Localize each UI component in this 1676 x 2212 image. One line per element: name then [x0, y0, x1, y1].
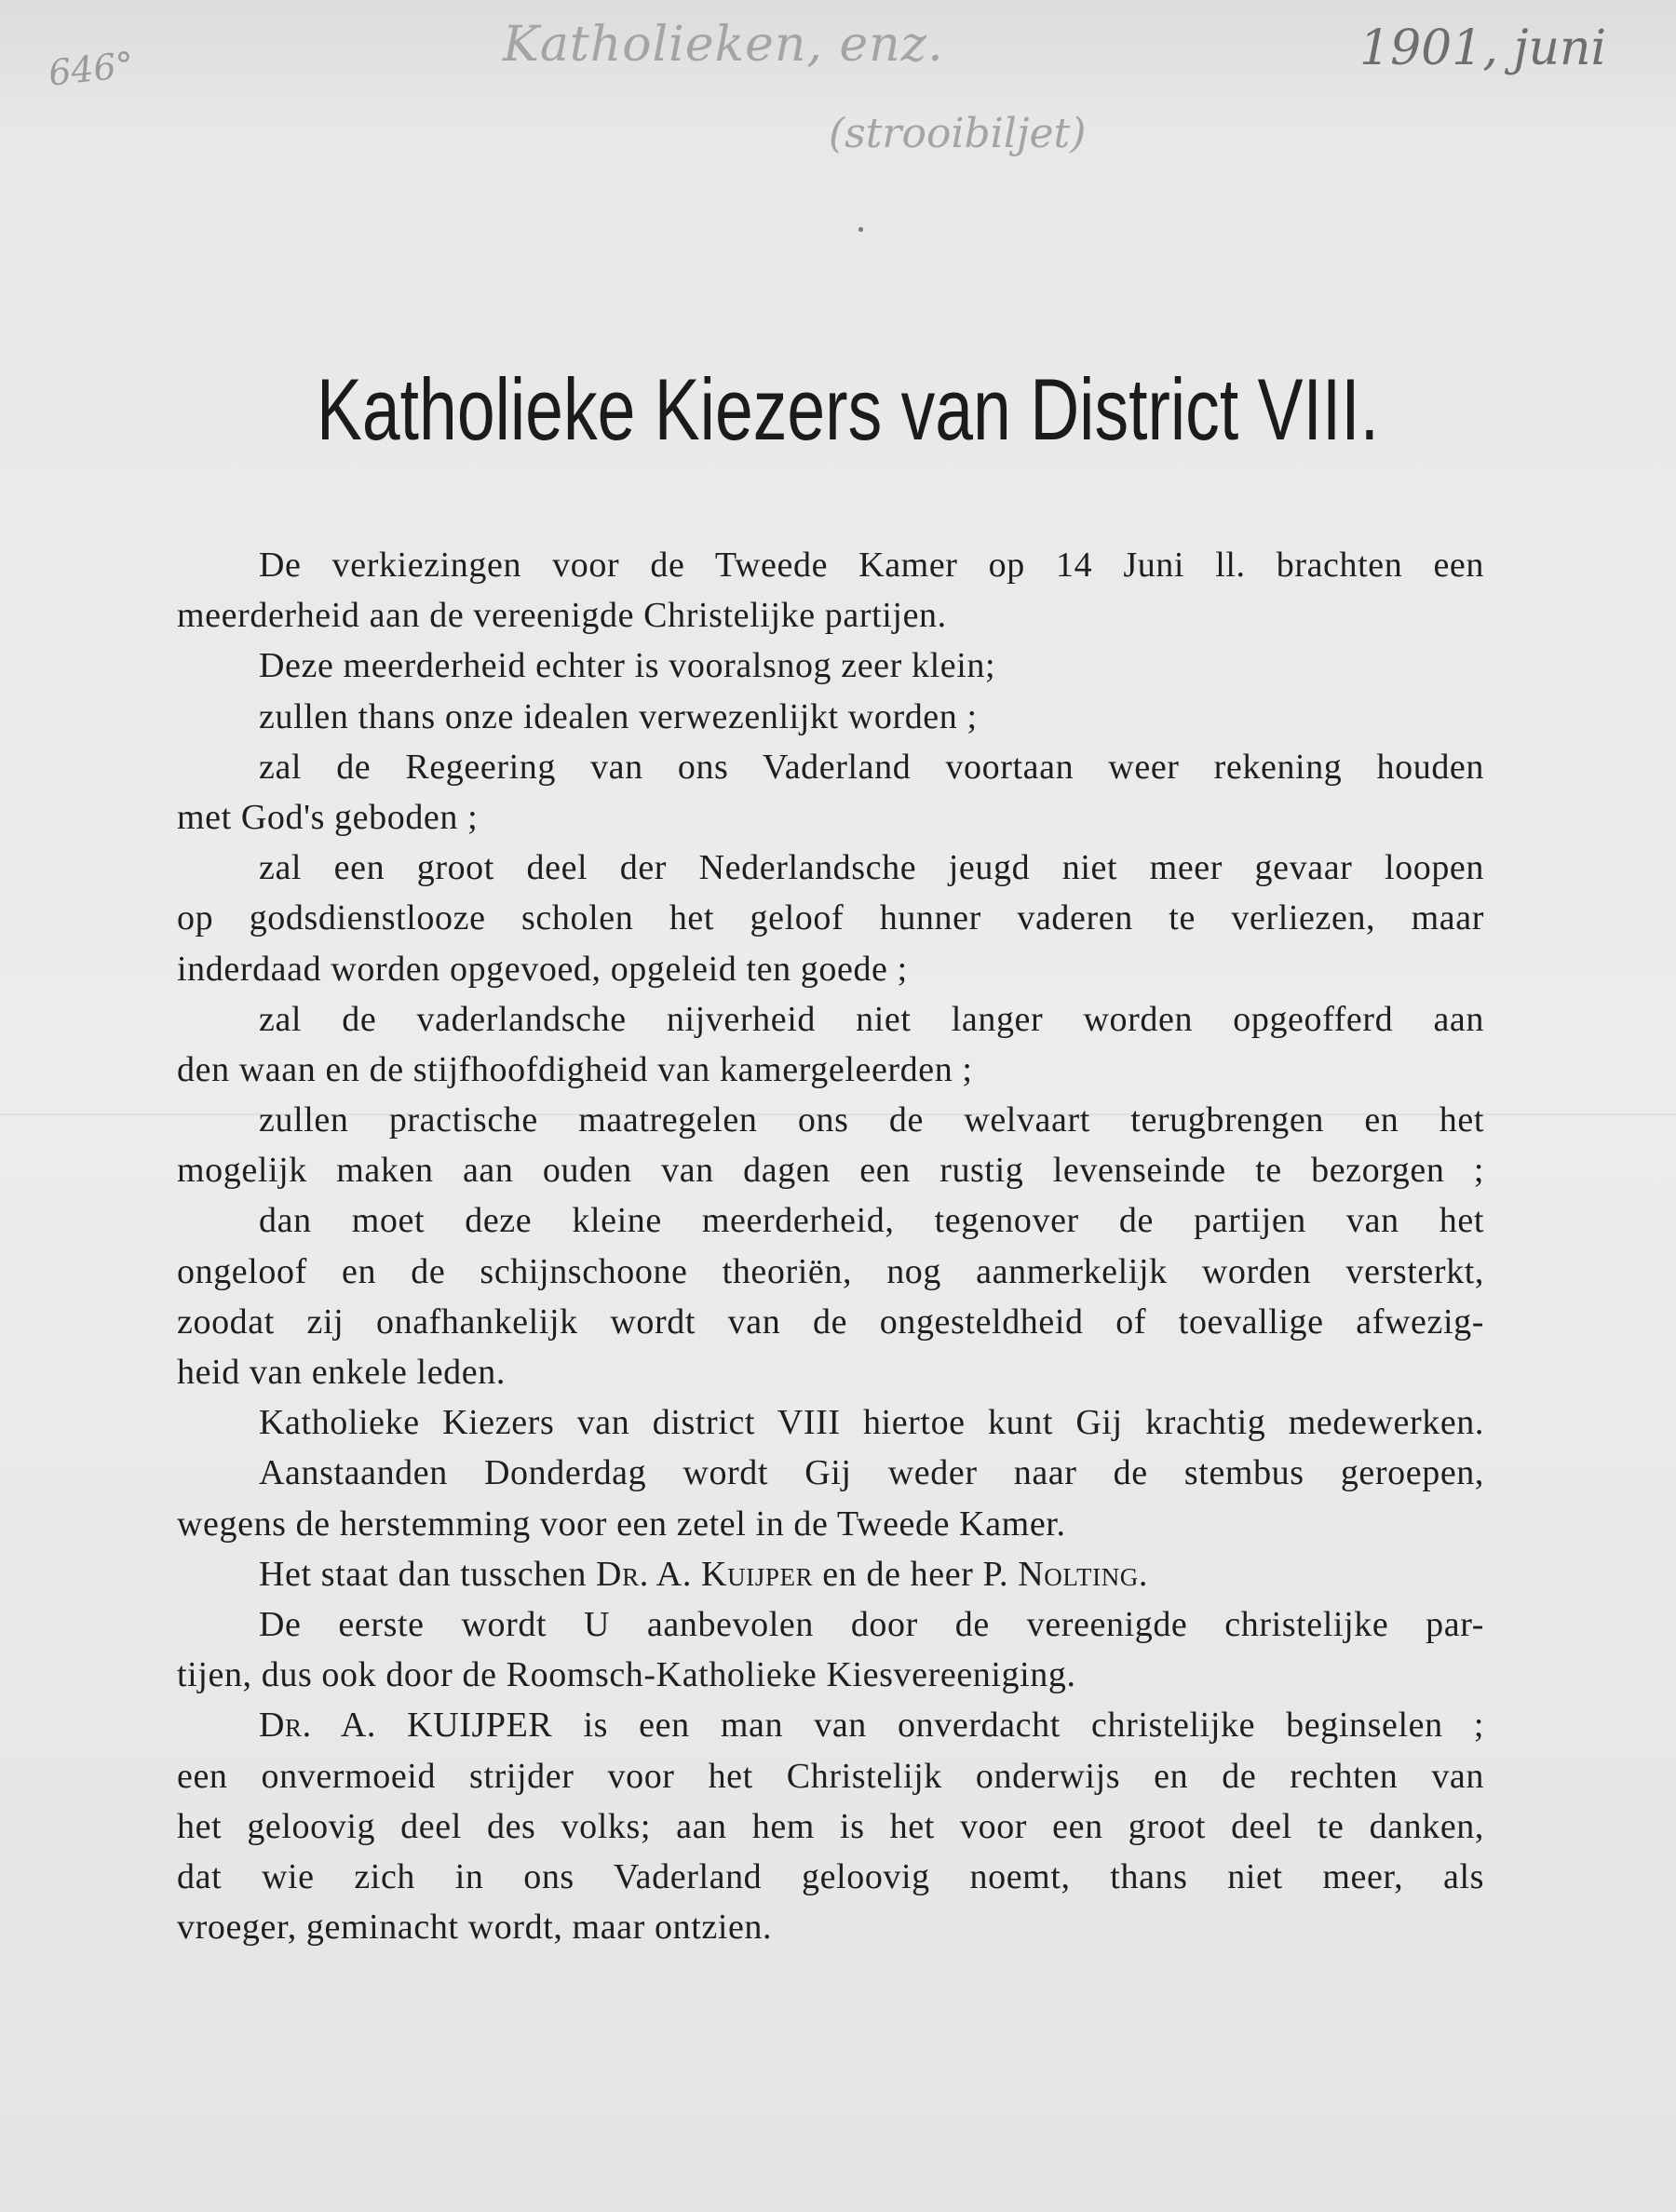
- text-line: op godsdienstlooze scholen het geloof hunner vaderen te verliezen, maar: [177, 898, 1484, 938]
- handwritten-subject-note: (strooibiljet): [829, 110, 1087, 157]
- ink-dot: [858, 227, 863, 232]
- text-line: Het staat dan tusschen Dr. A. Kuijper en de heer P. Nolting.: [259, 1554, 1148, 1594]
- text-line: tijen, dus ook door de Roomsch-Katholieke Kiesvereeniging.: [177, 1655, 1076, 1695]
- text-line: met God's geboden ;: [177, 797, 479, 837]
- text-line: heid van enkele leden.: [177, 1353, 506, 1392]
- text-line: een onvermoeid strijder voor het Christelijk onderwijs en de rechten van: [177, 1756, 1484, 1796]
- text-line: dat wie zich in ons Vaderland geloovig noemt, thans niet meer, als: [177, 1856, 1484, 1896]
- text-line: Deze meerderheid echter is vooralsnog zeer klein;: [259, 646, 996, 686]
- handwritten-subject: Katholieken, enz.: [503, 17, 944, 73]
- text-line: ongeloof en de schijnschoone theoriën, nog aanmerkelijk worden versterkt,: [177, 1251, 1484, 1291]
- text-line: Dr. A. KUIJPER is een man van onverdacht christelijke beginselen ;: [259, 1706, 1484, 1746]
- handwritten-date: 1901, juni: [1359, 20, 1607, 76]
- text-line: De verkiezingen voor de Tweede Kamer op 14 Juni ll. brachten een: [259, 546, 1484, 585]
- text-line: wegens de herstemming voor een zetel in de Tweede Kamer.: [177, 1504, 1066, 1544]
- body-text: [177, 540, 1484, 1952]
- text-line: den waan en de stijfhoofdigheid van kamergeleerden ;: [177, 1049, 973, 1089]
- text-line: meerderheid aan de vereenigde Christelijke partijen.: [177, 596, 947, 636]
- text-line: zal een groot deel der Nederlandsche jeugd niet meer gevaar loopen: [259, 848, 1484, 888]
- document-title: Katholieke Kiezers van District VIII.: [317, 360, 1379, 458]
- text-line: zullen thans onze idealen verwezenlijkt worden ;: [259, 696, 978, 736]
- text-line: inderdaad worden opgevoed, opgeleid ten goede ;: [177, 949, 908, 989]
- text-line: Aanstaanden Donderdag wordt Gij weder naar de stembus geroepen,: [259, 1453, 1484, 1493]
- text-line: De eerste wordt U aanbevolen door de vereenigde christelijke par-: [259, 1604, 1484, 1644]
- text-line: zal de vaderlandsche nijverheid niet langer worden opgeofferd aan: [259, 999, 1484, 1039]
- text-line: zoodat zij onafhankelijk wordt van de ongesteldheid of toevallige afwezig-: [177, 1302, 1484, 1342]
- text-line: dan moet deze kleine meerderheid, tegenover de partijen van het: [259, 1201, 1484, 1241]
- text-line: zullen practische maatregelen ons de welvaart terugbrengen en het: [259, 1100, 1484, 1140]
- text-line: mogelijk maken aan ouden van dagen een rustig levenseinde te bezorgen ;: [177, 1151, 1484, 1191]
- text-line: Katholieke Kiezers van district VIII hiertoe kunt Gij krachtig medewerken.: [259, 1403, 1484, 1443]
- text-line: het geloovig deel des volks; aan hem is het voor een groot deel te danken,: [177, 1806, 1484, 1846]
- handwritten-catalog-number: 646°: [46, 44, 136, 94]
- text-line: zal de Regeering van ons Vaderland voortaan weer rekening houden: [259, 747, 1484, 787]
- text-line: vroeger, geminacht wordt, maar ontzien.: [177, 1908, 773, 1948]
